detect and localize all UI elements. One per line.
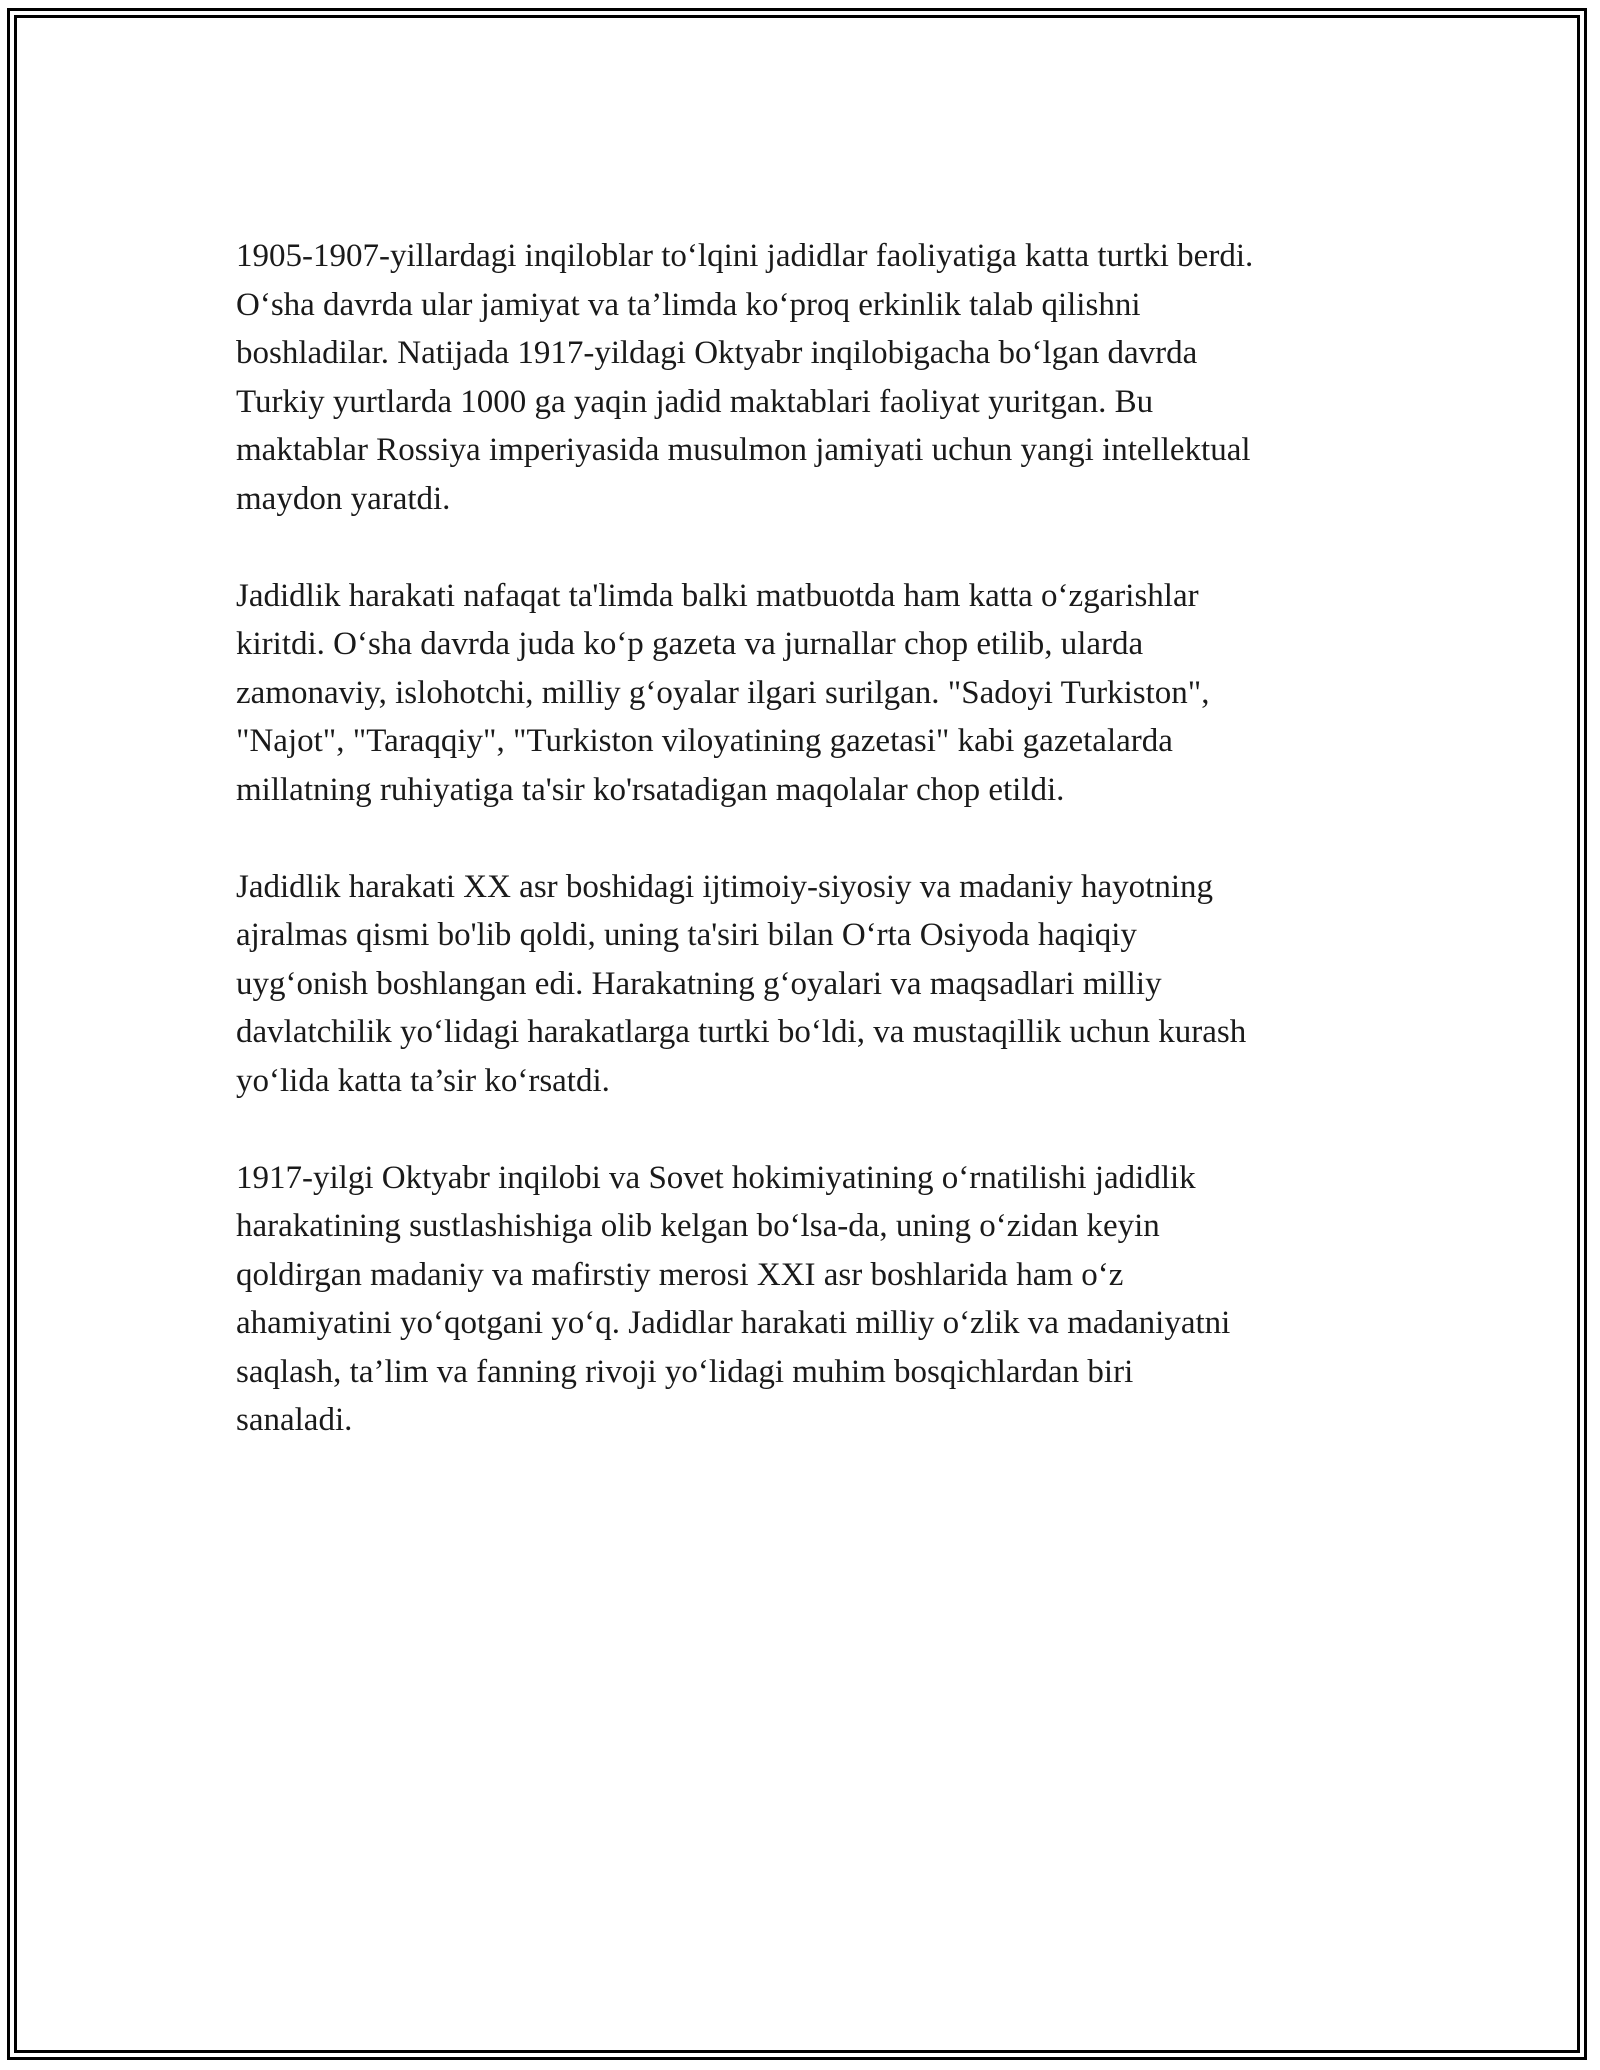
- document-body: [236, 232, 1406, 1493]
- paragraph-1: 1905-1907-yillardagi inqiloblar to‘lqini jadidlar faoliyatiga katta turtki berdi. O‘sha davrda ular jamiyat va ta’limda ko‘proq erkinlik talab qilishni boshladilar. Natijada 1917-yildagi Oktyabr inqilobigacha bo‘lgan davrda Turkiy yurtlarda 1000 ga yaqin jadid maktablari faoliyat yuritgan. Bu maktablar Rossiya imperiyasida musulmon jamiyati uchun yangi intellektual maydon yaratdi.: [236, 238, 1254, 517]
- paragraph-4: 1917-yilgi Oktyabr inqilobi va Sovet hokimiyatining o‘rnatilishi jadidlik harakatining sustlashishiga olib kelgan bo‘lsa-da, uning o‘zidan keyin qoldirgan madaniy va mafirstiy merosi XXI asr boshlarida ham o‘z ahamiyatini yo‘qotgani yo‘q. Jadidlar harakati milliy o‘zlik va madaniyatni saqlash, ta’lim va fanning rivoji yo‘lidagi muhim bosqichlardan biri sanaladi.: [236, 1159, 1231, 1438]
- paragraph-2: Jadidlik harakati nafaqat ta'limda balki matbuotda ham katta o‘zgarishlar kiritdi. O‘sha davrda juda ko‘p gazeta va jurnallar chop etilib, ularda zamonaviy, islohotchi, milliy g‘oyalar ilgari surilgan. "Sadoyi Turkiston", "Najot", "Taraqqiy", "Turkiston viloyatining gazetasi" kabi gazetalarda millatning ruhiyatiga ta'sir ko'rsatadigan maqolalar chop etildi.: [236, 577, 1210, 808]
- paragraph-3: Jadidlik harakati XX asr boshidagi ijtimoiy-siyosiy va madaniy hayotning ajralmas qismi bo'lib qoldi, uning ta'siri bilan O‘rta Osiyoda haqiqiy uyg‘onish boshlangan edi. Harakatning g‘oyalari va maqsadlari milliy davlatchilik yo‘lidagi harakatlarga turtki bo‘ldi, va mustaqillik uchun kurash yo‘lida katta ta’sir ko‘rsatdi.: [236, 868, 1247, 1099]
